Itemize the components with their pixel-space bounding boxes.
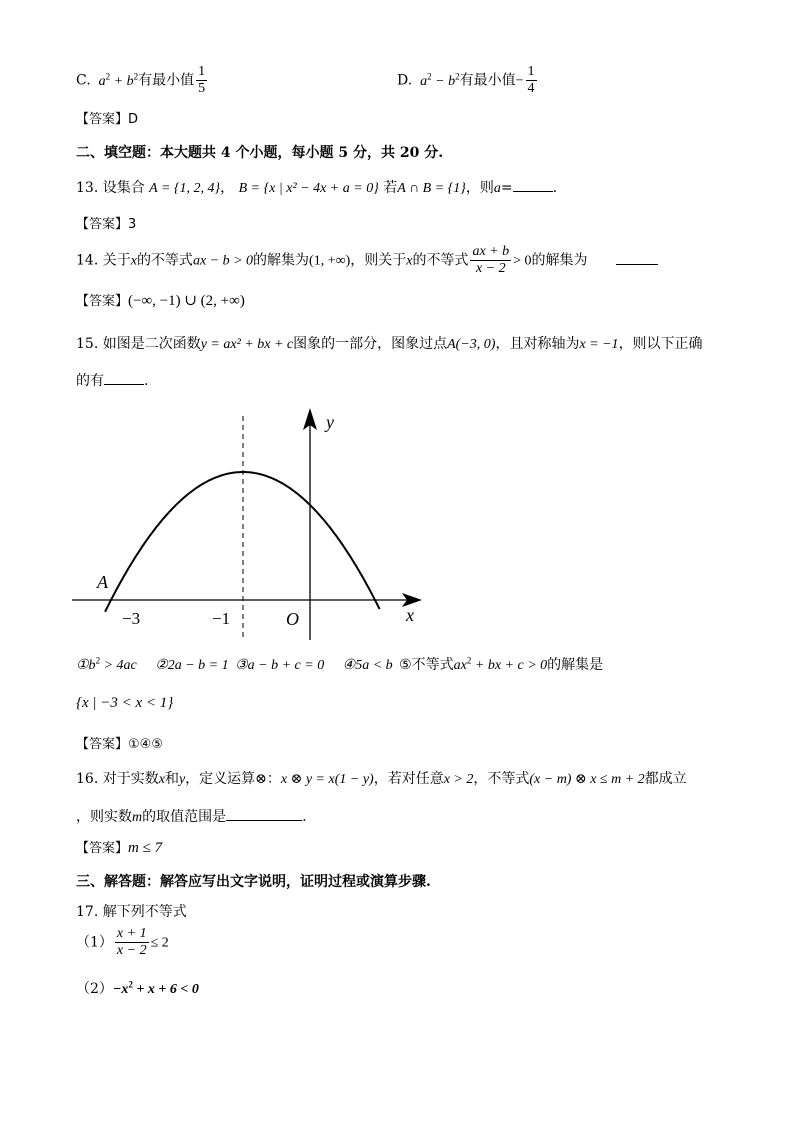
tick-label-neg1: −1 <box>212 609 231 628</box>
condition: A ∩ B = {1} <box>397 181 466 196</box>
interval: (1, +∞) <box>309 253 351 269</box>
option-5-expr: $ax^2$ + bx + c > 0 <box>453 655 548 673</box>
question-number: 15. <box>76 336 99 352</box>
section-heading-fill-blank: 二、填空题：本大题共 4 个小题，每小题 5 分，共 20 分. <box>76 145 444 161</box>
option-c <box>76 64 209 97</box>
point-a-label: A <box>97 572 108 592</box>
answer-15 <box>76 733 163 752</box>
answer-blank <box>226 806 302 821</box>
option-c-expr: $a^2 + b^2$ <box>95 70 139 89</box>
question-16: 16. 对于实数x和y，定义运算⊗：x ⊗ y = x(1 − y)，若对任意x > 2，不等式(x − m) ⊗ x ≤ m + 2都成立 <box>76 771 687 787</box>
answer-13 <box>76 213 136 232</box>
point-a: A(−3, 0) <box>447 337 496 352</box>
option-4: ④5a < b <box>342 658 393 673</box>
option-5-text: ⑤不等式 <box>399 657 454 673</box>
option-d: D. $a^2 - b^2$有最小值− $\frac{1}{4}$ <box>397 64 535 97</box>
answer-value: m ≤ 7 <box>128 840 163 856</box>
answer-blank <box>513 177 553 192</box>
option-3: ③a − b + c = 0 <box>235 658 325 673</box>
inequality: (x − m) ⊗ x ≤ m + 2 <box>529 772 645 787</box>
inequality: ax − b > 0 <box>192 253 254 269</box>
question-17: 17. 解下列不等式 <box>76 904 187 920</box>
operation-definition: x ⊗ y = x(1 − y) <box>280 772 374 787</box>
question-number: 16. <box>76 771 99 787</box>
set-b: B = {x | x² − 4x + a = 0} <box>238 181 379 196</box>
x-axis-label: x <box>406 605 414 625</box>
parabola-curve <box>105 472 380 612</box>
part2-expr: $-x^2 + x + 6 < 0$ <box>112 979 199 997</box>
question-number: 13. <box>76 180 99 196</box>
option-1: $①b^2 > 4ac$ <box>76 655 137 673</box>
option-d-expr: $a^2 - b^2$ <box>416 70 460 89</box>
answer-tag: 【答案】 <box>76 217 129 232</box>
parabola-graph <box>60 400 430 645</box>
answer-16 <box>76 837 162 857</box>
question-number: 14. <box>76 252 99 269</box>
question-15: 15. 如图是二次函数y = ax² + bx + c图象的一部分，图象过点A(−3, 0)，且对称轴为x = −1，则以下正确 <box>76 336 703 352</box>
answer-tag: 【答案】 <box>76 841 129 856</box>
answer-tag: 【答案】 <box>76 294 129 309</box>
set-a: A = {1, 2, 4} <box>149 181 221 196</box>
question-15-line2: 的有 . <box>76 370 148 390</box>
answer-value: (−∞, −1) ∪ (2, +∞) <box>128 293 245 309</box>
option-c-fraction: $\frac{1}{5}$ <box>198 64 206 97</box>
option-2: ②2a − b = 1 <box>155 658 229 673</box>
origin-label: O <box>286 609 299 629</box>
answer-blank <box>616 250 658 265</box>
part1-fraction: $\frac{x + 1}{x - 2}$ <box>116 926 147 959</box>
condition: x > 2 <box>443 772 474 787</box>
answer-value: D <box>128 112 139 127</box>
section-heading-solve: 三、解答题：解答应写出文字说明，证明过程或演算步骤. <box>76 874 431 890</box>
option-d-fraction: $\frac{1}{4}$ <box>527 64 535 97</box>
question-14: 14. 关于x的不等式ax − b > 0的解集为(1, +∞)，则关于x的不等式 $\frac{ax + b}{x - 2}$ > 0的解集为 <box>76 244 658 277</box>
answer-12 <box>76 108 138 127</box>
answer-value: ①④⑤ <box>128 737 163 752</box>
answer-14 <box>76 290 245 310</box>
option-d-label: D. <box>397 72 413 89</box>
question-16-line2: ，则实数m的取值范围是 . <box>76 806 307 826</box>
function: y = ax² + bx + c <box>200 337 294 352</box>
tick-label-neg3: −3 <box>122 609 141 628</box>
question-number: 17. <box>76 904 99 920</box>
y-axis-label: y <box>326 412 334 432</box>
symmetry-axis: x = −1 <box>579 337 619 352</box>
question-17-part1: （1） $\frac{x + 1}{x - 2}$ ≤ 2 <box>76 926 169 959</box>
inequality-fraction: $\frac{ax + b}{x - 2}$ <box>472 244 510 277</box>
option-5-set: {x | −3 < x < 1} <box>76 695 174 711</box>
answer-blank <box>104 370 144 385</box>
answer-value: 3 <box>128 217 137 232</box>
answer-tag: 【答案】 <box>76 112 129 127</box>
option-d-text: 有最小值 <box>459 72 516 89</box>
option-c-text: 有最小值 <box>138 72 195 89</box>
answer-tag: 【答案】 <box>76 737 129 752</box>
question-17-part2: $(2)-x^2 + x + 6 < 0$ <box>76 979 199 997</box>
option-c-label: C. <box>76 72 91 89</box>
question-13: 13. 设集合 A = {1, 2, 4}， B = {x | x² − 4x + a = 0} 若A ∩ B = {1}，则a= . <box>76 177 557 197</box>
question-15-options: $①b^2 > 4ac$ ②2a − b = 1 ③a − b + c = 0 ④5a < b ⑤不等式$ax^2$ + bx + c > 0的解集是 <box>76 655 604 673</box>
